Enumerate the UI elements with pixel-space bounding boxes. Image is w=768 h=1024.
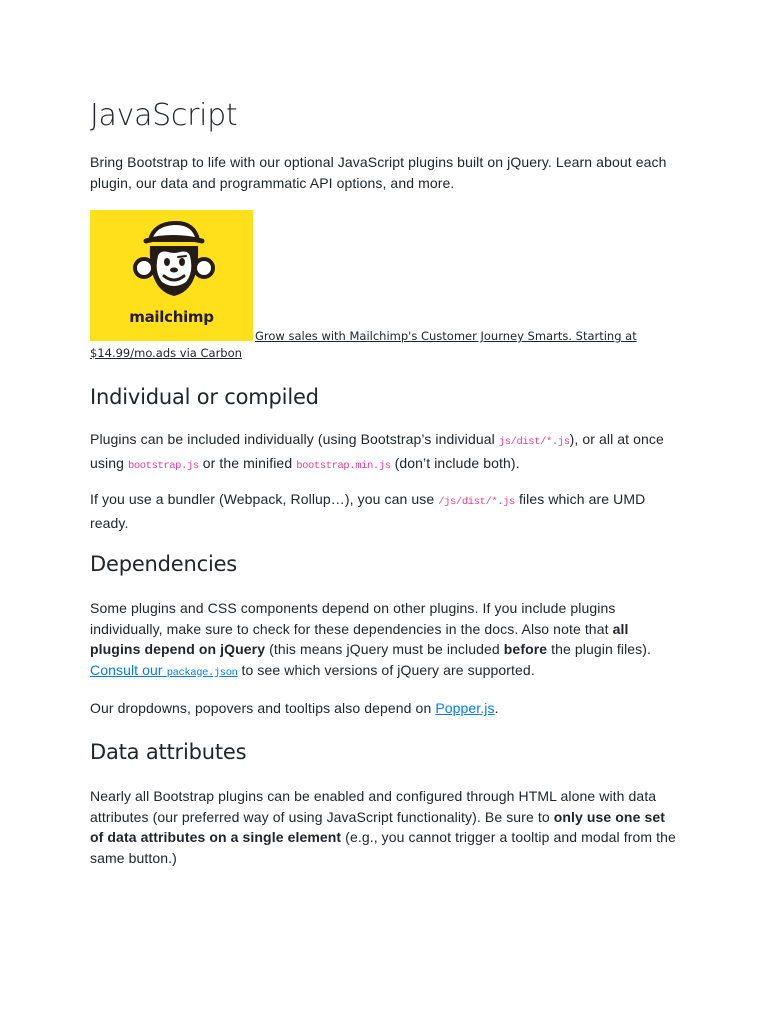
individual-paragraph-1: Plugins can be included individually (using Bootstrap’s individual js/dist/*.js), or all at once using bootstrap.js or the minified bootstrap.min.js (don’t include both). — [90, 431, 664, 472]
intro-paragraph: Bring Bootstrap to life with our optional JavaScript plugins built on jQuery. Learn about each plugin, our data and programmatic API options, and more. — [90, 154, 667, 191]
page-title: JavaScript — [90, 98, 238, 133]
section-heading-dependencies: Dependencies — [90, 552, 238, 576]
section-heading-individual: Individual or compiled — [90, 385, 319, 409]
consult-our-link[interactable]: Consult our package.json — [90, 661, 238, 679]
inline-code: /js/dist/*.js — [438, 496, 515, 508]
dependencies-paragraph-1: Some plugins and CSS components depend on other plugins. If you include plugins individually, make sure to check for these dependencies in the docs. Also note that all plugins depend on jQuery (this means jQuery must be included before the plugin files). Consult our package.json to see which versions of jQuery are supported. — [90, 600, 652, 679]
ad-brand-name: mailchimp — [129, 308, 214, 326]
ad-text-link-continued[interactable]: $14.99/mo.ads via Carbon — [90, 346, 242, 360]
inline-code: package.json — [166, 666, 238, 679]
inline-code: bootstrap.js — [127, 459, 199, 472]
data-attributes-paragraph: Nearly all Bootstrap plugins can be enabled and configured through HTML alone with data attributes (our preferred way of using JavaScript functionality). Be sure to only use one set of data attributes on a single element (e.g., you cannot trigger a tooltip and modal from the same button.) — [90, 788, 676, 866]
section-heading-data-attributes: Data attributes — [90, 740, 247, 764]
popper-js-link[interactable]: Popper.js — [435, 700, 495, 716]
inline-code: js/dist/*.js — [498, 436, 570, 448]
dependencies-paragraph-2: Our dropdowns, popovers and tooltips also depend on Popper.js. — [90, 700, 499, 716]
ad-text-link[interactable]: Grow sales with Mailchimp's Customer Journey Smarts. Starting at — [255, 329, 637, 343]
inline-code: bootstrap.min.js — [296, 459, 391, 472]
ad-image[interactable] — [90, 210, 253, 341]
mailchimp-monkey-icon — [90, 210, 253, 310]
individual-paragraph-2: If you use a bundler (Webpack, Rollup…), you can use /js/dist/*.js files which are UMD ready. — [90, 491, 646, 531]
